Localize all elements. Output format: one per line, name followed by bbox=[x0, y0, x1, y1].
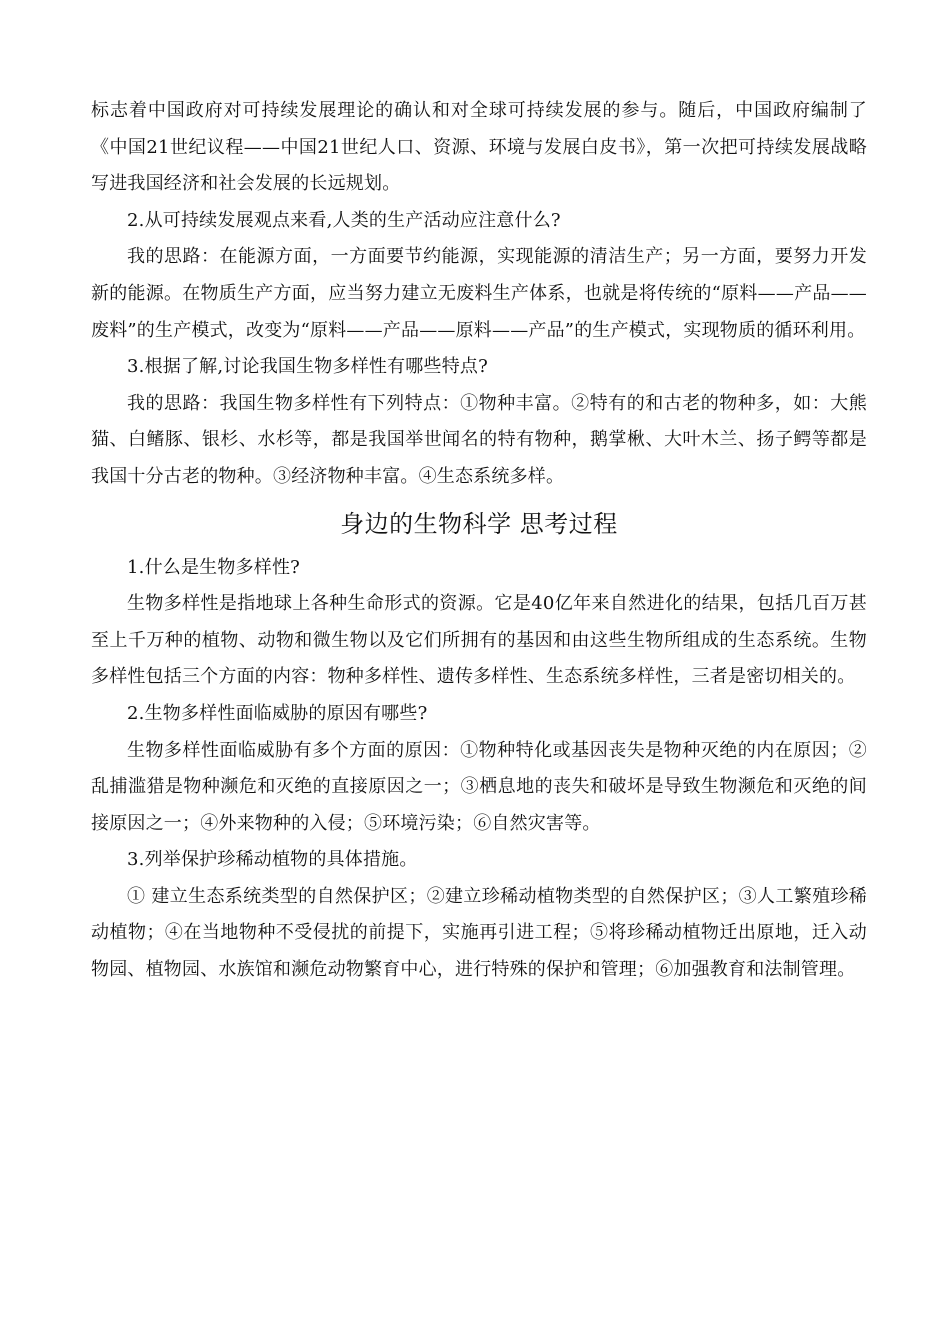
question-3: 3.根据了解,讨论我国生物多样性有哪些特点? bbox=[127, 356, 488, 378]
bio-answer-1: 生物多样性是指地球上各种生命形式的资源。它是40亿年来自然进化的结果，包括几百万甚至上千万种的植物、动物和微生物以及它们所拥有的基因和由这些生物所组成的生态系统。生物多样性包括三个方面的内容：物种多样性、遗传多样性、生态系统多样性，三者是密切相关的。 bbox=[91, 593, 867, 688]
answer-2: 我的思路：在能源方面，一方面要节约能源，实现能源的清洁生产；另一方面，要努力开发新的能源。在物质生产方面，应当努力建立无废料生产体系，也就是将传统的“原料——产品——废料”的生产模式，改变为“原料——产品——原料——产品”的生产模式，实现物质的循环利用。 bbox=[91, 246, 867, 341]
bio-answer-3: ① 建立生态系统类型的自然保护区；②建立珍稀动植物类型的自然保护区；③人工繁殖珍稀动植物；④在当地物种不受侵扰的前提下，实施再引进工程；⑤将珍稀动植物迁出原地，迁入动物园、植物园、水族馆和濒危动物繁育中心，进行特殊的保护和管理；⑥加强教育和法制管理。 bbox=[91, 885, 867, 981]
section-title: 身边的生物科学 思考过程 bbox=[340, 509, 618, 538]
bio-question-1: 1.什么是生物多样性? bbox=[127, 556, 301, 578]
answer-3: 我的思路：我国生物多样性有下列特点：①物种丰富。②特有的和古老的物种多，如：大熊猫、白鳍豚、银杉、水杉等，都是我国举世闻名的特有物种，鹅掌楸、大叶木兰、扬子鳄等都是我国十分古老的物种。③经济物种丰富。④生态系统多样。 bbox=[91, 392, 867, 487]
question-2: 2.从可持续发展观点来看,人类的生产活动应注意什么? bbox=[127, 209, 561, 231]
paragraph-continued: 标志着中国政府对可持续发展理论的确认和对全球可持续发展的参与。随后，中国政府编制了《中国21世纪议程——中国21世纪人口、资源、环境与发展白皮书》，第一次把可持续发展战略写进我国经济和社会发展的长远规划。 bbox=[91, 100, 867, 195]
bio-question-2: 2.生物多样性面临威胁的原因有哪些? bbox=[127, 702, 428, 724]
bio-question-3: 3.列举保护珍稀动植物的具体措施。 bbox=[127, 849, 418, 871]
bio-answer-2: 生物多样性面临威胁有多个方面的原因：①物种特化或基因丧失是物种灭绝的内在原因；②乱捕滥猎是物种濒危和灭绝的直接原因之一；③栖息地的丧失和破坏是导致生物濒危和灭绝的间接原因之一；④外来物种的入侵；⑤环境污染；⑥自然灾害等。 bbox=[91, 739, 867, 834]
document-body bbox=[91, 93, 867, 989]
